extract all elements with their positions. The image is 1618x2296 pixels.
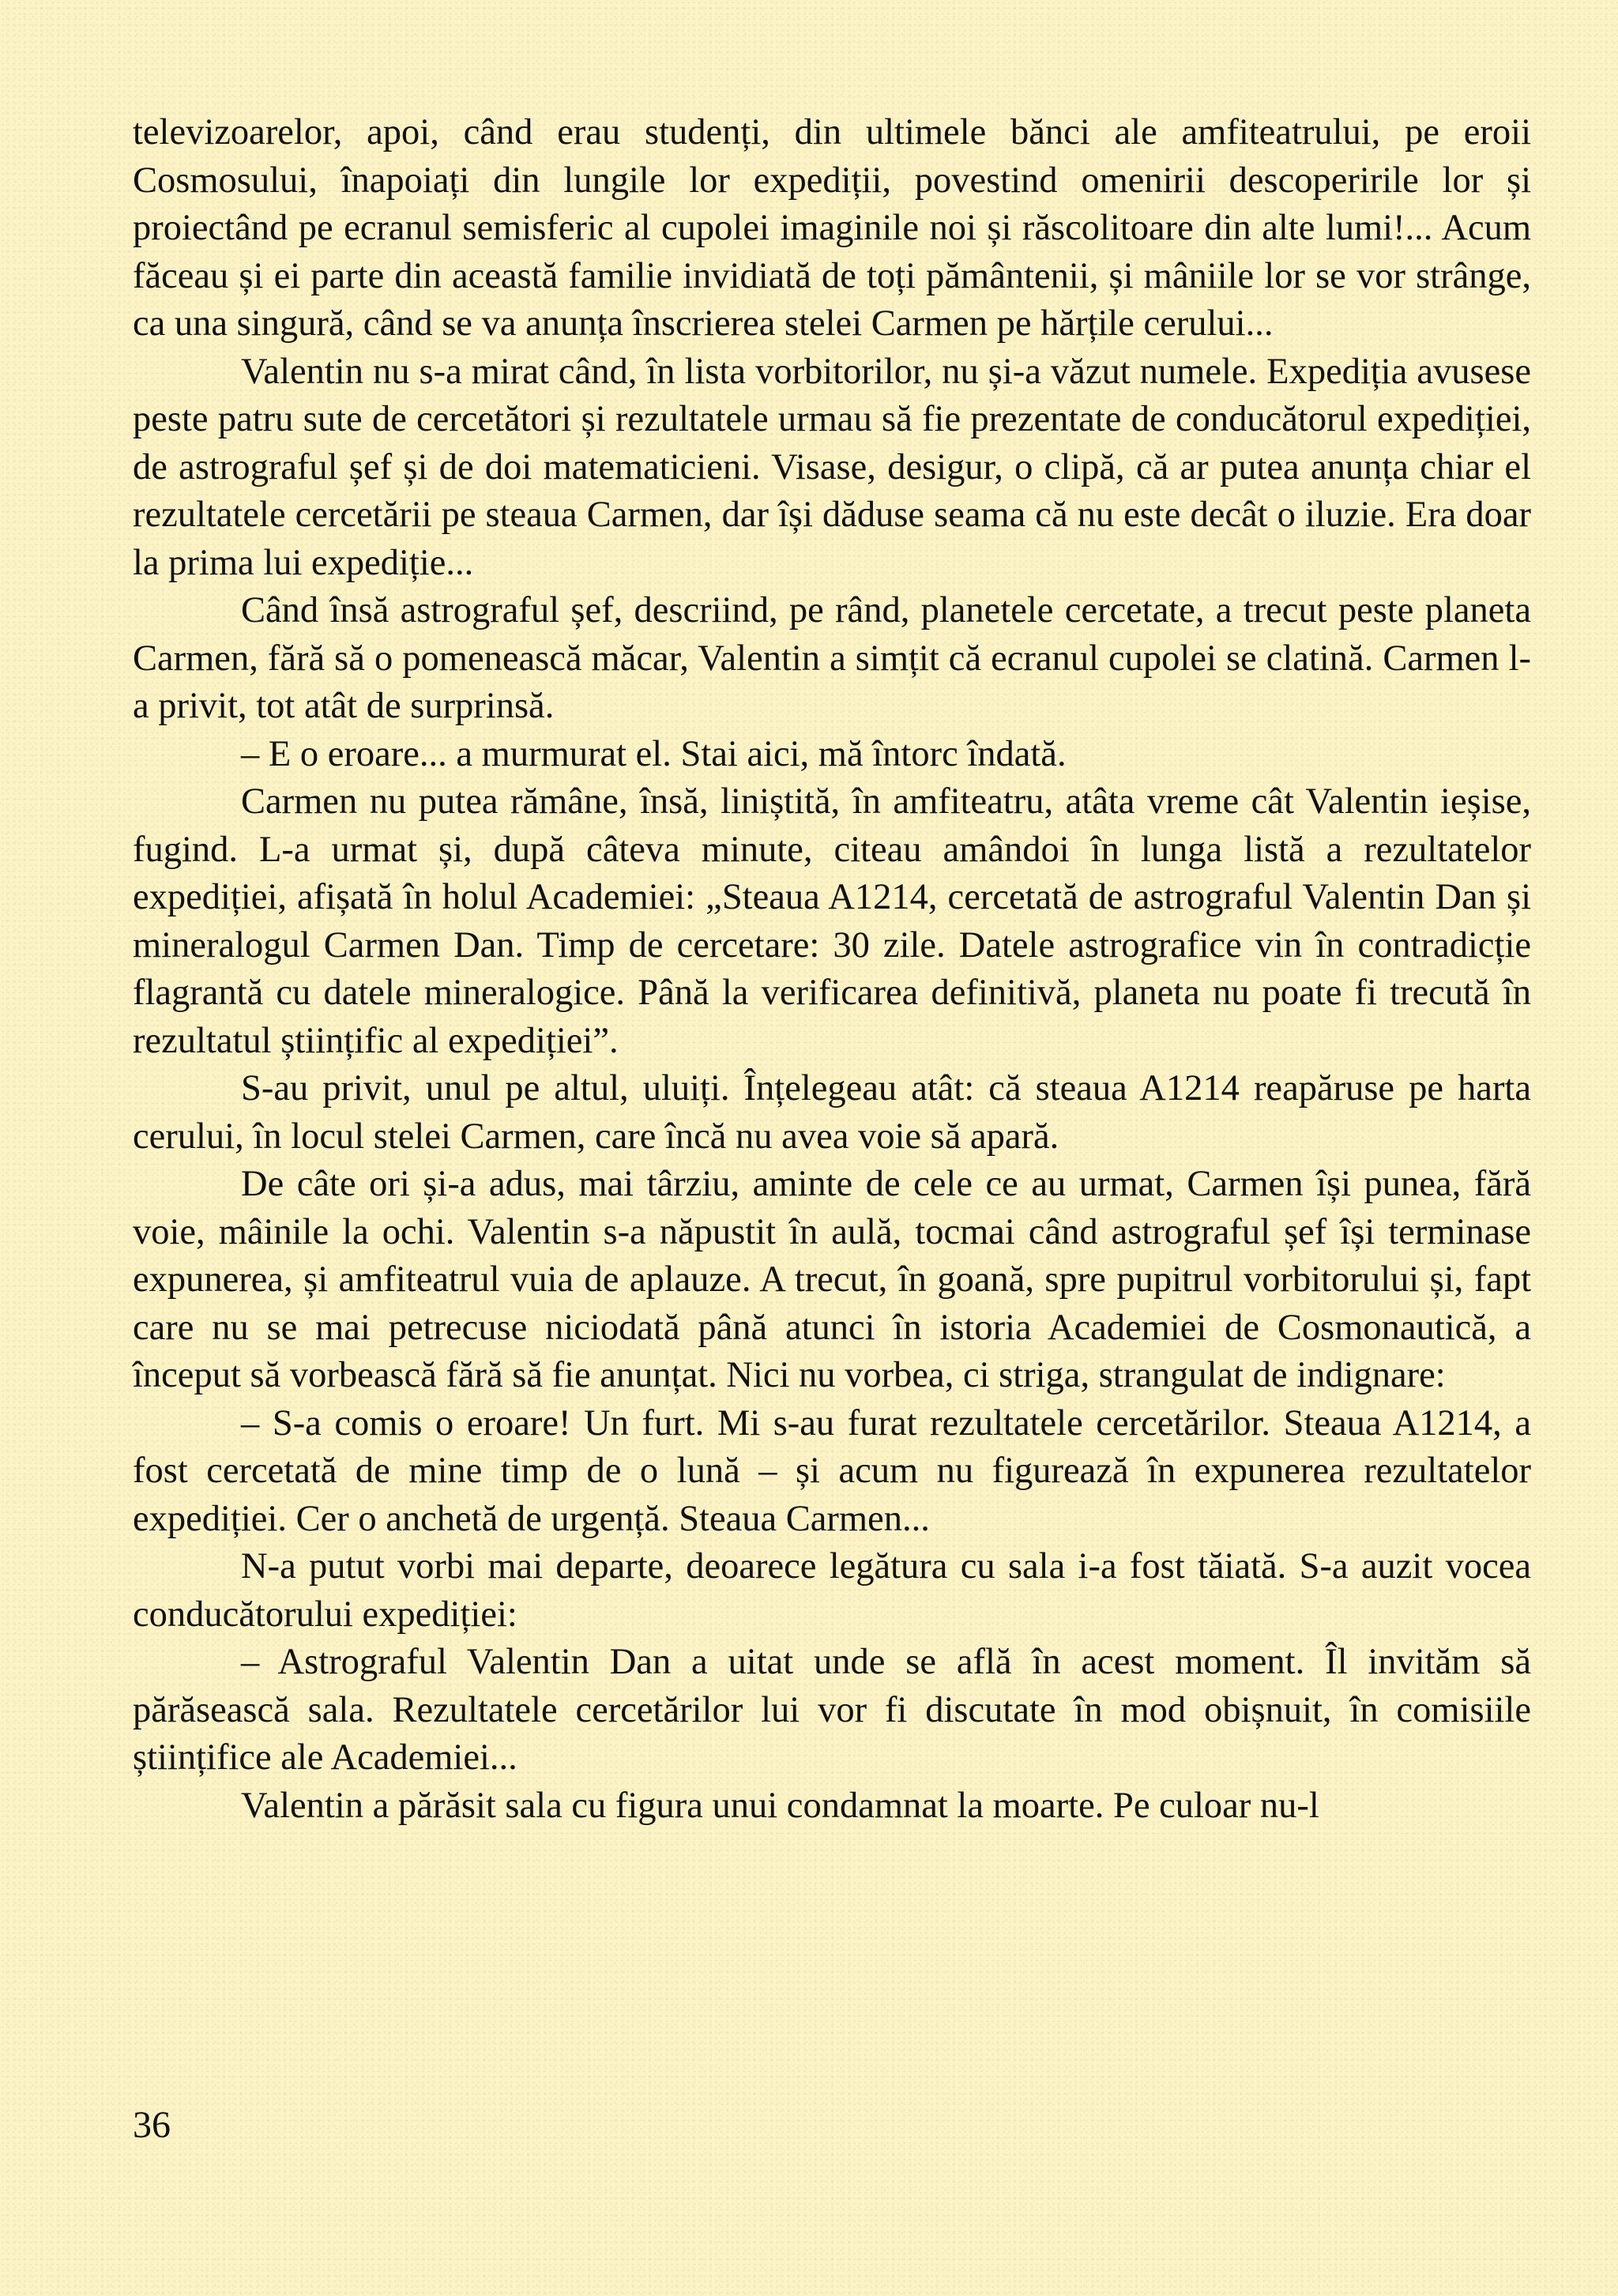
paragraph: – E o eroare... a murmurat el. Stai aici, mă întorc îndată. <box>241 733 1067 774</box>
paragraph: – Astrograful Valentin Dan a uitat unde se află în acest moment. Îl invităm să părăsească sala. Rezultatele cercetărilor lui vor fi discutate în mod obișnuit, în comisiile științifice ale Academiei... <box>133 1642 1531 1778</box>
paragraph: S-au privit, unul pe altul, uluiți. Înțelegeau atât: că steaua A1214 reapăruse pe harta cerului, în locul stelei Carmen, care încă nu avea voie să apară. <box>133 1068 1531 1157</box>
paragraph: televizoarelor, apoi, când erau studenți, din ultimele bănci ale amfiteatrului, pe eroii Cosmosului, înapoiați din lungile lor expediții, povestind omenirii descoperirile lor și proiectând pe ecranul semisferic al cupolei imaginile noi și răscolitoare din alte lumi!... Acum făceau și ei parte din această familie invidiată de toți pământenii, și mâniile lor se vor strânge, ca una singură, când se va anunța înscrierea stelei Carmen pe hărțile cerului... <box>133 112 1531 344</box>
paragraph: Valentin nu s-a mirat când, în lista vorbitorilor, nu și-a văzut numele. Expediția avusese peste patru sute de cercetători și rezultatele urmau să fie prezentate de conducătorul expediției, de astrograful șef și de doi matematicieni. Visase, desigur, o clipă, că ar putea anunța chiar el rezultatele cercetării pe steaua Carmen, dar își dăduse seama că nu este decât o iluzie. Era doar la prima lui expediție... <box>133 351 1531 583</box>
page-number: 36 <box>133 2104 171 2146</box>
body-text <box>133 109 1531 1830</box>
paragraph: Valentin a părăsit sala cu figura unui condamnat la moarte. Pe culoar nu-l <box>241 1785 1319 1826</box>
paragraph: De câte ori și-a adus, mai târziu, aminte de cele ce au urmat, Carmen își punea, fără voie, mâinile la ochi. Valentin s-a năpustit în aulă, tocmai când astrograful șef își terminase expunerea, și amfiteatrul vuia de aplauze. A trecut, în goană, spre pupitrul vorbitorului și, fapt care nu se mai petrecuse niciodată până atunci în istoria Academiei de Cosmonautică, a început să vorbească fără să fie anunțat. Nici nu vorbea, ci striga, strangulat de indignare: <box>133 1164 1531 1395</box>
paragraph: Când însă astrograful șef, descriind, pe rând, planetele cercetate, a trecut peste planeta Carmen, fără să o pomenească măcar, Valentin a simțit că ecranul cupolei se clatină. Carmen l-a privit, tot atât de surprinsă. <box>133 590 1531 726</box>
paragraph: Carmen nu putea rămâne, însă, liniștită, în amfiteatru, atâta vreme cât Valentin ieșise, fugind. L-a urmat și, după câteva minute, citeau amândoi în lunga listă a rezultatelor expediției, afișată în holul Academiei: „Steaua A1214, cercetată de astrograful Valentin Dan și mineralogul Carmen Dan. Timp de cercetare: 30 zile. Datele astrografice vin în contradicție flagrantă cu datele mineralogice. Până la verificarea definitivă, planeta nu poate fi trecută în rezultatul științific al expediției”. <box>133 781 1531 1061</box>
paragraph: N-a putut vorbi mai departe, deoarece legătura cu sala i-a fost tăiată. S-a auzit vocea conducătorului expediției: <box>133 1546 1531 1635</box>
paragraph: – S-a comis o eroare! Un furt. Mi s-au furat rezultatele cercetărilor. Steaua A1214, a fost cercetată de mine timp de o lună – și acum nu figurează în expunerea rezultatelor expediției. Cer o anchetă de urgență. Steaua Carmen... <box>133 1402 1531 1539</box>
